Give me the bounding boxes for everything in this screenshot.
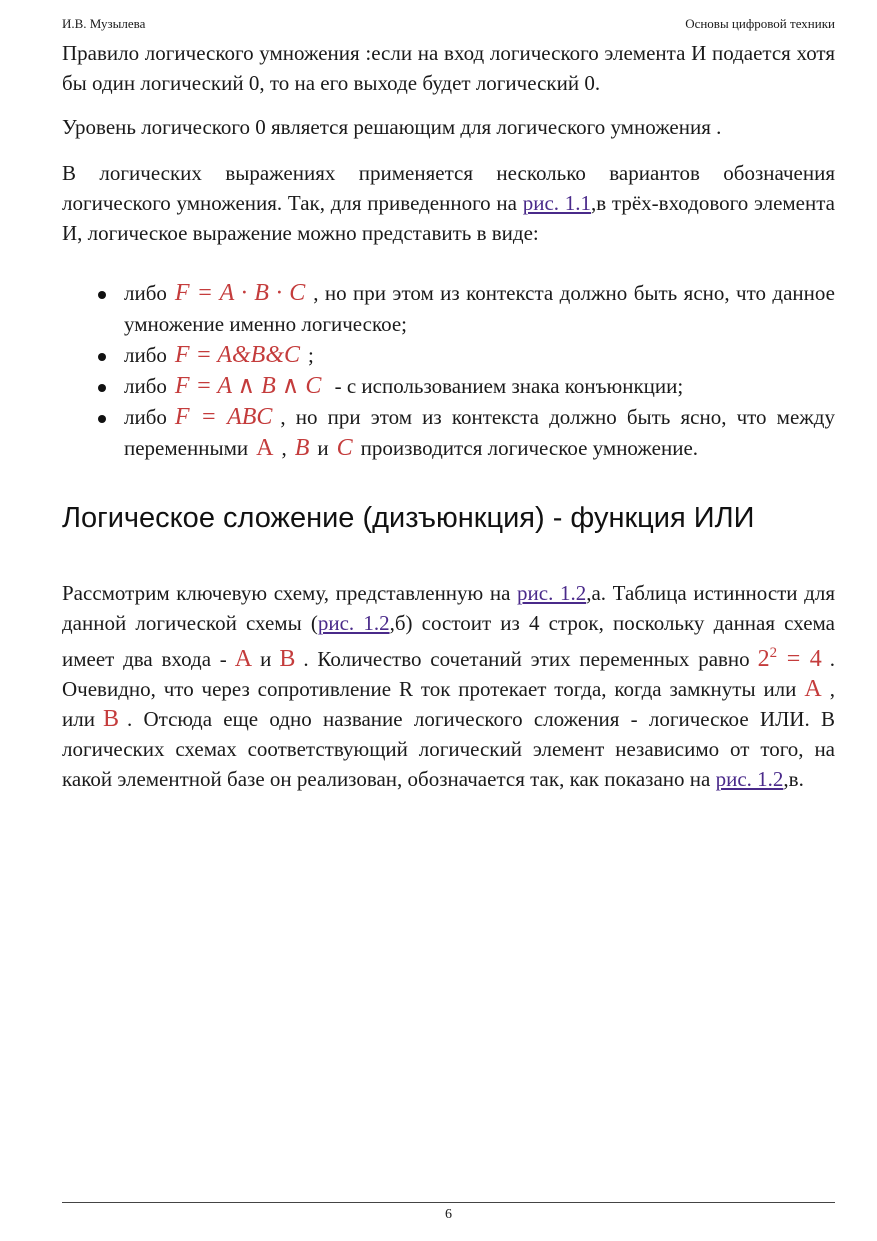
header-title: Основы цифровой техники <box>685 16 835 31</box>
figure-link-1-2c[interactable]: рис. 1.2 <box>715 767 784 791</box>
variable-a: A <box>804 676 822 702</box>
variable-a: A <box>234 646 253 672</box>
figure-link-1-2b[interactable]: рис. 1.2 <box>317 611 390 635</box>
formula: F = ABC <box>174 404 273 430</box>
variable-a: A <box>256 435 274 461</box>
header-author: И.В. Музылева <box>62 16 146 31</box>
paragraph-notations: В логических выражениях применяется несколько вариантов обозначения логического умножения. Так, для приведенного на рис. 1.1,в трёх-входового элемента И, логическое выражение можно представить в виде: <box>62 161 835 245</box>
power-formula: $2^2 = 4$ <box>757 645 822 672</box>
figure-link-1-2a[interactable]: рис. 1.2 <box>517 581 587 605</box>
list-item: либо F = ABC , но при этом из контекста должно быть ясно, что между переменными A , B и C производится логическое умножение. <box>62 402 835 464</box>
page-header <box>62 16 835 34</box>
paragraph-zero-level: Уровень логического 0 является решающим для логического умножения . <box>62 115 722 139</box>
variable-b: B <box>102 706 119 732</box>
formula: F = A&B&C <box>174 342 300 368</box>
formula-list <box>62 278 835 464</box>
page-number: 6 <box>445 1207 452 1222</box>
page-body <box>62 38 835 794</box>
variable-b: B <box>279 646 296 672</box>
list-item: либо F = A ∧ B ∧ C - с использованием знака конъюнкции; <box>62 371 835 402</box>
bullet-icon <box>98 353 106 361</box>
bullet-icon <box>98 291 106 299</box>
paragraph-or-function: Рассмотрим ключевую схему, представленную на рис. 1.2,а. Таблица истинности для данной логической схемы (рис. 1.2,б) состоит из 4 строк, поскольку данная схема имеет два входа - A и B . Количество сочетаний этих переменных равно $2^2 = 4$ . Очевидно, что через сопротивление R ток протекает тогда, когда замкнуты или A , или B . Отсюда еще одно название логического сложения - логическое ИЛИ. В логических схемах соответствующий логический элемент независимо от того, на какой элементной базе он реализован, обозначается так, как показано на рис. 1.2,в. <box>62 581 835 791</box>
page-footer <box>62 1202 835 1223</box>
formula: F = A ∧ B ∧ C <box>174 373 322 399</box>
variable-c: C <box>336 435 353 461</box>
variable-b: B <box>294 435 310 461</box>
bullet-icon <box>98 384 106 392</box>
bullet-icon <box>98 415 106 423</box>
figure-link-1-1[interactable]: рис. 1.1 <box>522 191 592 215</box>
section-heading: Логическое сложение (дизъюнкция) - функция ИЛИ <box>62 502 755 534</box>
paragraph-and-rule: Правило логического умножения :если на вход логического элемента И подается хотя бы один логический 0, то на его выходе будет логический 0. <box>62 41 835 95</box>
list-item: либо F = A&B&C ; <box>62 340 835 371</box>
formula: F = A · B · C <box>174 280 306 306</box>
list-item: либо F = A · B · C , но при этом из контекста должно быть ясно, что данное умножение именно логическое; <box>62 278 835 340</box>
